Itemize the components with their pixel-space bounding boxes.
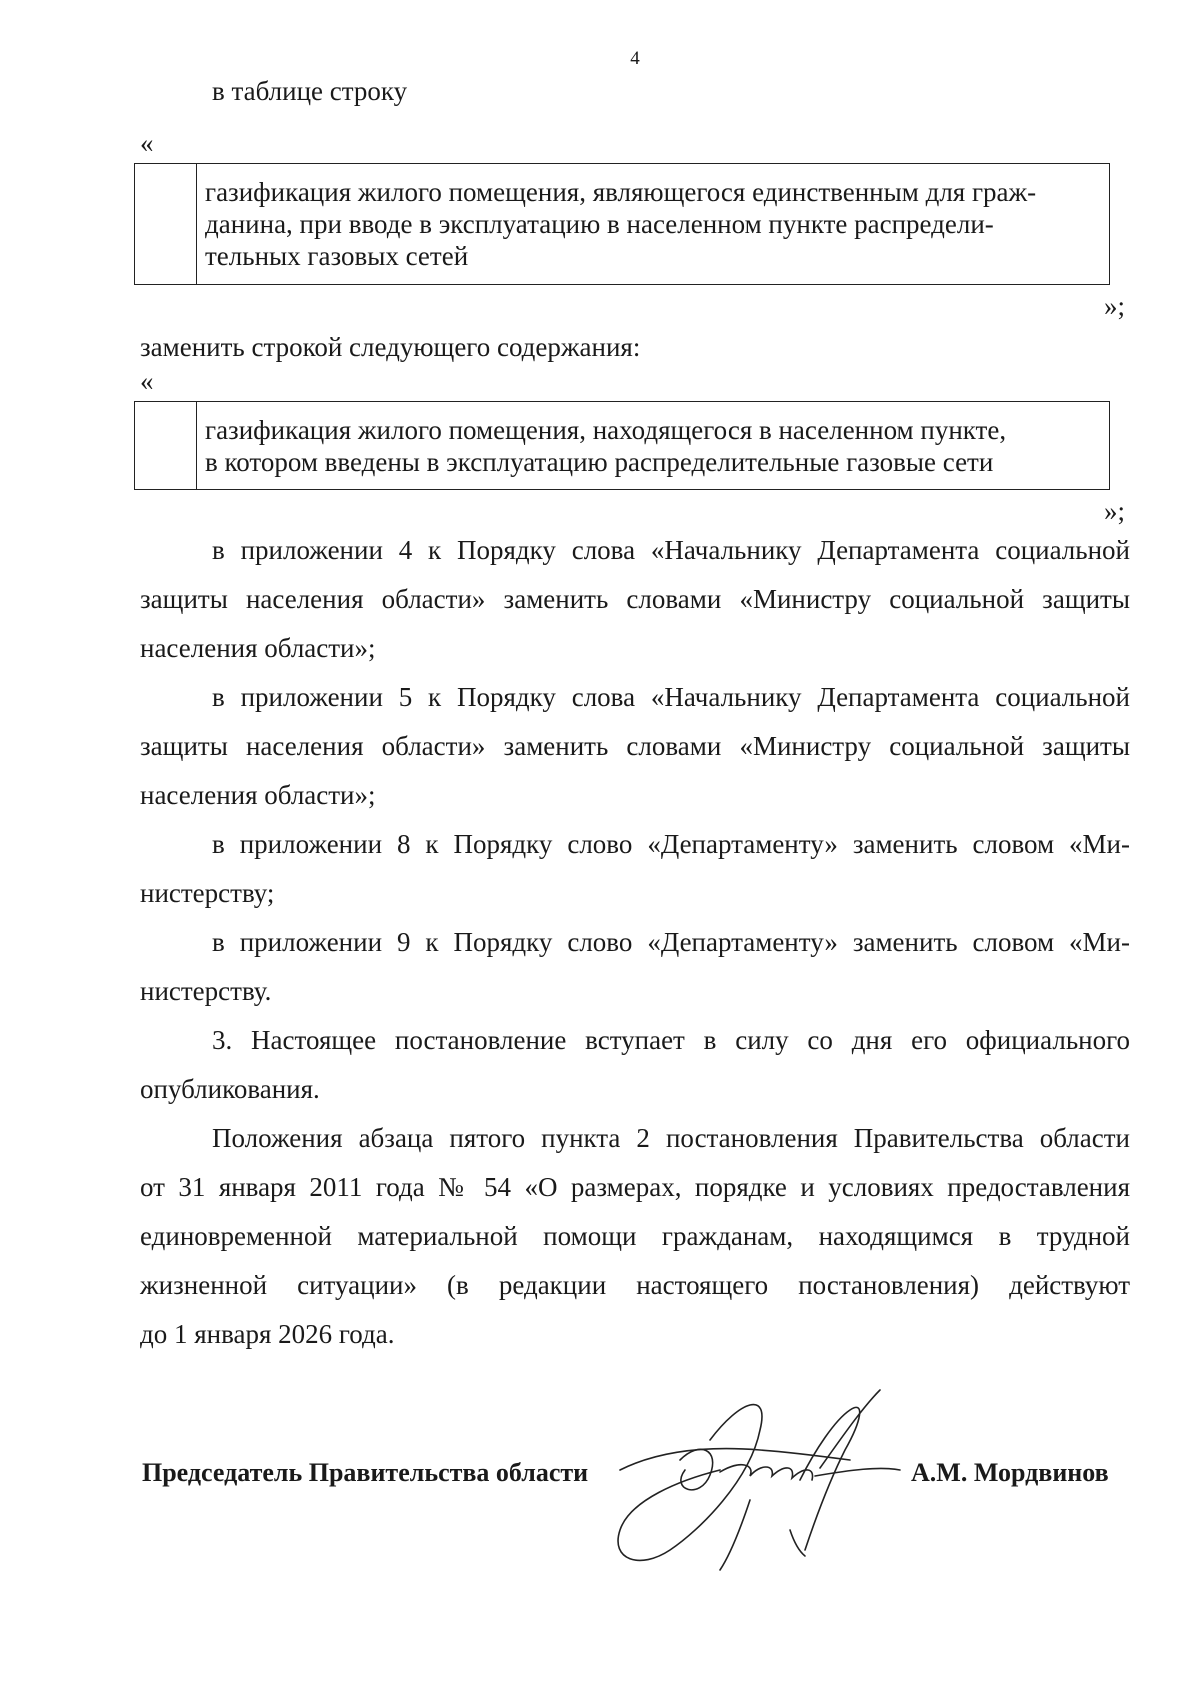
paragraph-line: населения области»; — [140, 780, 376, 810]
paragraph-line: нистерству. — [140, 976, 272, 1006]
paragraph-line: в приложении 8 к Порядку слово «Департаменту» заменить словом «Ми- — [212, 829, 1130, 859]
paragraph-appendix-5 — [140, 673, 1130, 820]
handwritten-signature — [600, 1380, 960, 1580]
old-row-line: газификация жилого помещения, являющегося единственным для граж- — [205, 177, 1037, 207]
close-quote-2: »; — [1104, 496, 1126, 526]
page-number: 4 — [630, 48, 640, 69]
close-quote-1: »; — [1104, 291, 1126, 321]
paragraph-effective-date — [140, 1016, 1130, 1114]
new-row-line: газификация жилого помещения, находящегося в населенном пункте, — [205, 415, 1007, 445]
row-number-cell — [135, 402, 197, 489]
paragraph-appendix-4 — [140, 526, 1130, 673]
new-table-row — [134, 401, 1110, 490]
paragraph-provisions — [140, 1114, 1130, 1359]
signatory-title: Председатель Правительства области — [142, 1458, 589, 1487]
paragraph-line: жизненной ситуации» (в редакции настоящего постановления) действуют — [140, 1270, 1130, 1300]
paragraph-line: Положения абзаца пятого пункта 2 постановления Правительства области — [212, 1123, 1130, 1153]
paragraph-line: единовременной материальной помощи гражданам, находящимся в трудной — [140, 1221, 1130, 1251]
paragraph-line: нистерству; — [140, 878, 275, 908]
paragraph-line: населения области»; — [140, 633, 376, 663]
paragraph-appendix-9 — [140, 918, 1130, 1016]
paragraph-appendix-8 — [140, 820, 1130, 918]
old-row-line: данина, при вводе в эксплуатацию в населенном пункте распредели- — [205, 209, 994, 239]
signatory-name: А.М. Мордвинов — [911, 1458, 1109, 1487]
paragraph-line: в приложении 9 к Порядку слово «Департаменту» заменить словом «Ми- — [212, 927, 1130, 957]
paragraph-line: в приложении 5 к Порядку слова «Начальнику Департамента социальной — [212, 682, 1130, 712]
paragraph-line: 3. Настоящее постановление вступает в силу со дня его официального — [212, 1025, 1130, 1055]
open-quote-2: « — [140, 366, 154, 396]
row-number-cell — [135, 164, 197, 284]
paragraph-line: до 1 января 2026 года. — [140, 1319, 395, 1349]
paragraph-line: в приложении 4 к Порядку слова «Начальнику Департамента социальной — [212, 535, 1130, 565]
paragraph-line: защиты населения области» заменить словами «Министру социальной защиты — [140, 584, 1130, 614]
replace-line: заменить строкой следующего содержания: — [140, 332, 641, 362]
new-row-line: в котором введены в эксплуатацию распределительные газовые сети — [205, 447, 994, 477]
paragraph-line: защиты населения области» заменить словами «Министру социальной защиты — [140, 731, 1130, 761]
old-row-line: тельных газовых сетей — [205, 241, 469, 271]
row-text-cell — [197, 402, 1109, 489]
paragraph-line: опубликования. — [140, 1074, 320, 1104]
row-text-cell — [197, 164, 1109, 284]
intro-line: в таблице строку — [212, 76, 408, 106]
old-table-row — [134, 163, 1110, 285]
paragraph-line: от 31 января 2011 года № 54 «О размерах, порядке и условиях предоставления — [140, 1172, 1130, 1202]
open-quote-1: « — [140, 128, 154, 158]
